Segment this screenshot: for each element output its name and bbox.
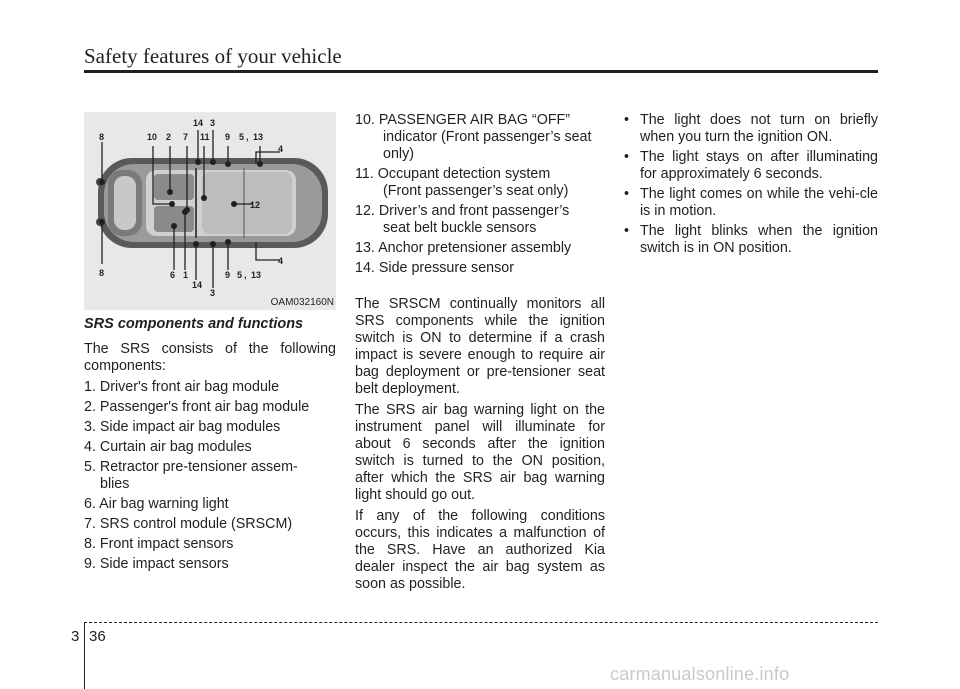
callout-13-top: 13	[253, 132, 264, 142]
bullet-text: The light does not turn on briefly when you turn the ignition ON.	[640, 112, 878, 145]
component-item-7: 7. SRS control module (SRSCM)	[84, 516, 293, 532]
srscm-paragraph: The SRSCM continually monitors all SRS components while the ignition switch is ON to determine if a crash impact is severe enough to require air bag deployment or pre-tensioner seat belt deployment.	[355, 296, 605, 397]
callout-11: 11	[200, 132, 210, 142]
bullet-text: The light stays on after illuminating for approximately 6 seconds.	[640, 149, 878, 182]
component-item-5: 5. Retractor pre-tensioner assem-	[84, 459, 298, 475]
callout-5-top: 5	[239, 132, 245, 142]
component-item-12	[355, 203, 605, 237]
component-item-3: 3. Side impact air bag modules	[84, 419, 281, 435]
bullet-text: The light blinks when the ignition switch is in ON position.	[640, 223, 878, 256]
component-item-1: 1. Driver's front air bag module	[84, 379, 280, 395]
section-heading: SRS components and functions	[84, 316, 304, 332]
callout-comma-top: ,	[246, 132, 249, 142]
header-rule	[84, 70, 878, 73]
callout-8-top: 8	[99, 132, 105, 142]
item-text: PASSENGER AIR BAG “OFF”	[378, 112, 571, 128]
callout-4-bottom: 4	[278, 256, 284, 266]
callout-14-top: 14	[193, 118, 204, 128]
item-number: 10.	[355, 112, 379, 128]
callout-comma-bottom: ,	[244, 270, 247, 280]
item-text: Side pressure sensor	[378, 260, 514, 276]
callout-14-bottom: 14	[192, 280, 203, 290]
intro-paragraph: The SRS consists of the following components:	[84, 341, 336, 374]
callout-3-bottom: 3	[210, 288, 216, 298]
callout-7: 7	[183, 132, 189, 142]
bullet-marker: •	[624, 112, 630, 128]
callout-8-bottom: 8	[99, 268, 105, 278]
callout-12: 12	[250, 200, 261, 210]
malfunction-paragraph: If any of the following conditions occurs, this indicates a malfunction of the SRS. Have an authorized Kia dealer inspect the air bag system as soon as possible.	[355, 508, 605, 592]
page-number: 36	[89, 628, 106, 645]
callout-5-bottom: 5	[237, 270, 243, 280]
component-item-2: 2. Passenger's front air bag module	[84, 399, 310, 415]
component-item-11	[355, 166, 605, 200]
item-text-cont: indicator (Front passenger’s seat only)	[383, 129, 592, 162]
callout-10: 10	[147, 132, 158, 142]
bullet-marker: •	[624, 223, 630, 239]
component-item-10	[355, 112, 605, 163]
warning-light-paragraph: The SRS air bag warning light on the instrument panel will illuminate for about 6 seconds after the ignition switch is turned to the ON position, after which the SRS air bag warning light should go out.	[355, 402, 605, 503]
item-text: Anchor pretensioner assembly	[378, 240, 572, 256]
component-item-13	[355, 240, 605, 257]
item-number: 12.	[355, 203, 379, 219]
item-text-cont: seat belt buckle sensors	[383, 220, 537, 236]
watermark: carmanualsonline.info	[610, 664, 790, 684]
callout-9-bottom: 9	[225, 270, 231, 280]
callout-6: 6	[170, 270, 176, 280]
car-top-view-illustration	[84, 112, 336, 310]
bullet-marker: •	[624, 186, 630, 202]
bullet-text: The light comes on while the vehi-cle is in motion.	[640, 186, 878, 219]
column-3	[624, 112, 878, 260]
item-number: 11.	[355, 166, 378, 182]
component-item-5-cont: blies	[100, 476, 130, 492]
condition-bullet-3	[624, 186, 878, 220]
item-number: 14.	[355, 260, 379, 276]
figure-code: OAM032160N	[270, 297, 334, 308]
column-1	[84, 316, 336, 576]
page-header-title: Safety features of your vehicle	[84, 44, 342, 68]
column-2	[355, 112, 605, 593]
component-item-6: 6. Air bag warning light	[84, 496, 229, 512]
bullet-marker: •	[624, 149, 630, 165]
item-text-cont: (Front passenger’s seat only)	[383, 183, 569, 199]
callout-13-bottom: 13	[251, 270, 262, 280]
component-item-9: 9. Side impact sensors	[84, 556, 229, 572]
component-item-14	[355, 260, 605, 277]
callout-4-top: 4	[278, 144, 284, 154]
component-item-4: 4. Curtain air bag modules	[84, 439, 252, 455]
condition-bullet-2	[624, 149, 878, 183]
callout-2: 2	[166, 132, 172, 142]
condition-bullet-4	[624, 223, 878, 257]
item-text: Driver’s and front passenger’s	[378, 203, 570, 219]
footer-separator	[84, 622, 85, 689]
callout-1: 1	[183, 270, 189, 280]
item-number: 13.	[355, 240, 379, 256]
footer-rule	[84, 622, 878, 623]
srs-diagram	[84, 112, 336, 310]
item-text: Occupant detection system	[377, 166, 551, 182]
callout-3-top: 3	[210, 118, 216, 128]
callout-9-top: 9	[225, 132, 231, 142]
condition-bullet-1	[624, 112, 878, 146]
component-item-8: 8. Front impact sensors	[84, 536, 234, 552]
chapter-number: 3	[71, 628, 80, 645]
